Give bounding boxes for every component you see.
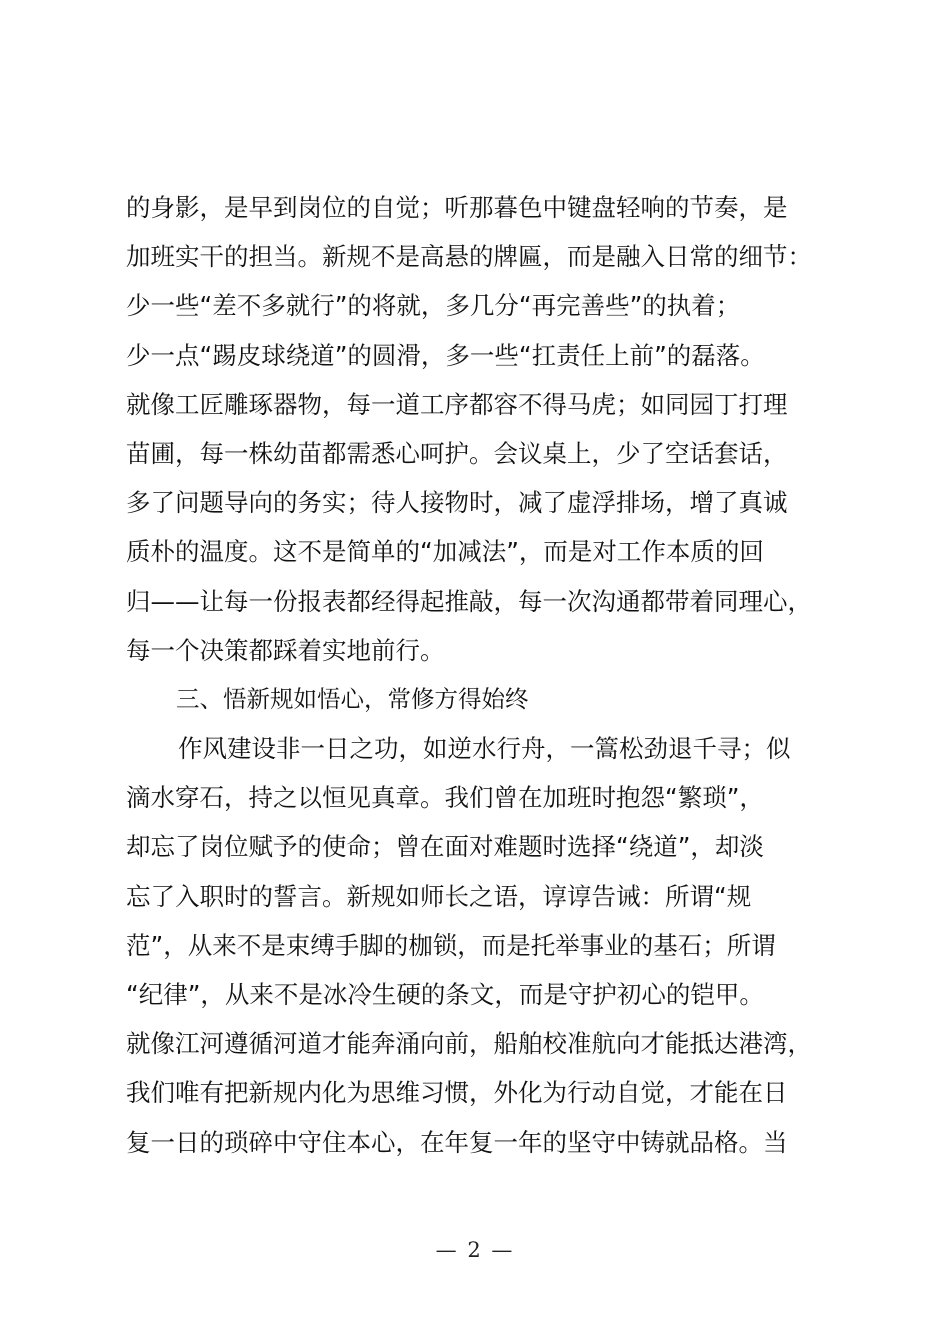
text-line: “纪律”，从来不是冰冷生硬的条文，而是守护初心的铠甲。 <box>126 980 764 1009</box>
text-line: 忘了入职时的誓言。新规如师长之语，谆谆告诫：所谓“规 <box>126 881 752 911</box>
text-line: 作风建设非一日之功，如逆水行舟，一篙松劲退千寻；似 <box>178 734 791 764</box>
text-line: 质朴的温度。这不是简单的“加减法”，而是对工作本质的回 <box>126 537 764 567</box>
text-line: 每一个决策都踩着实地前行。 <box>126 635 445 665</box>
text-line: 范”，从来不是束缚手脚的枷锁，而是托举事业的基石；所谓 <box>126 930 776 960</box>
page-number: — 2 — <box>435 1238 515 1262</box>
text-line: 我们唯有把新规内化为思维习惯，外化为行动自觉，才能在日 <box>126 1078 788 1108</box>
text-line: 却忘了岗位赋予的使命；曾在面对难题时选择“绕道”，却淡 <box>126 832 764 862</box>
text-line: 的身影，是早到岗位的自觉；听那暮色中键盘轻响的节奏，是 <box>126 193 788 222</box>
text-line: 复一日的琐碎中守住本心，在年复一年的坚守中铸就品格。当 <box>126 1127 788 1157</box>
body-text <box>126 183 861 1167</box>
text-line: 就像工匠雕琢器物，每一道工序都容不得马虎；如同园丁打理 <box>126 389 788 419</box>
text-line: 滴水穿石，持之以恒见真章。我们曾在加班时抱怨“繁琐”， <box>126 783 764 813</box>
section-heading: 三、悟新规如悟心，常修方得始终 <box>176 684 529 713</box>
text-line: 就像江河遵循河道才能奔涌向前，船舶校准航向才能抵达港湾， <box>126 1029 812 1059</box>
text-line: 少一点“踢皮球绕道”的圆滑，多一些“扛责任上前”的磊落。 <box>126 340 765 370</box>
text-line: 加班实干的担当。新规不是高悬的牌匾，而是融入日常的细节： <box>126 242 812 272</box>
text-line: 多了问题导向的务实；待人接物时，减了虚浮排场，增了真诚 <box>126 488 788 518</box>
text-line: 苗圃，每一株幼苗都需悉心呵护。会议桌上，少了空话套话， <box>126 438 788 468</box>
text-line: 归——让每一份报表都经得起推敲，每一次沟通都带着同理心， <box>126 586 812 616</box>
text-line: 少一些“差不多就行”的将就，多几分“再完善些”的执着； <box>126 291 741 321</box>
